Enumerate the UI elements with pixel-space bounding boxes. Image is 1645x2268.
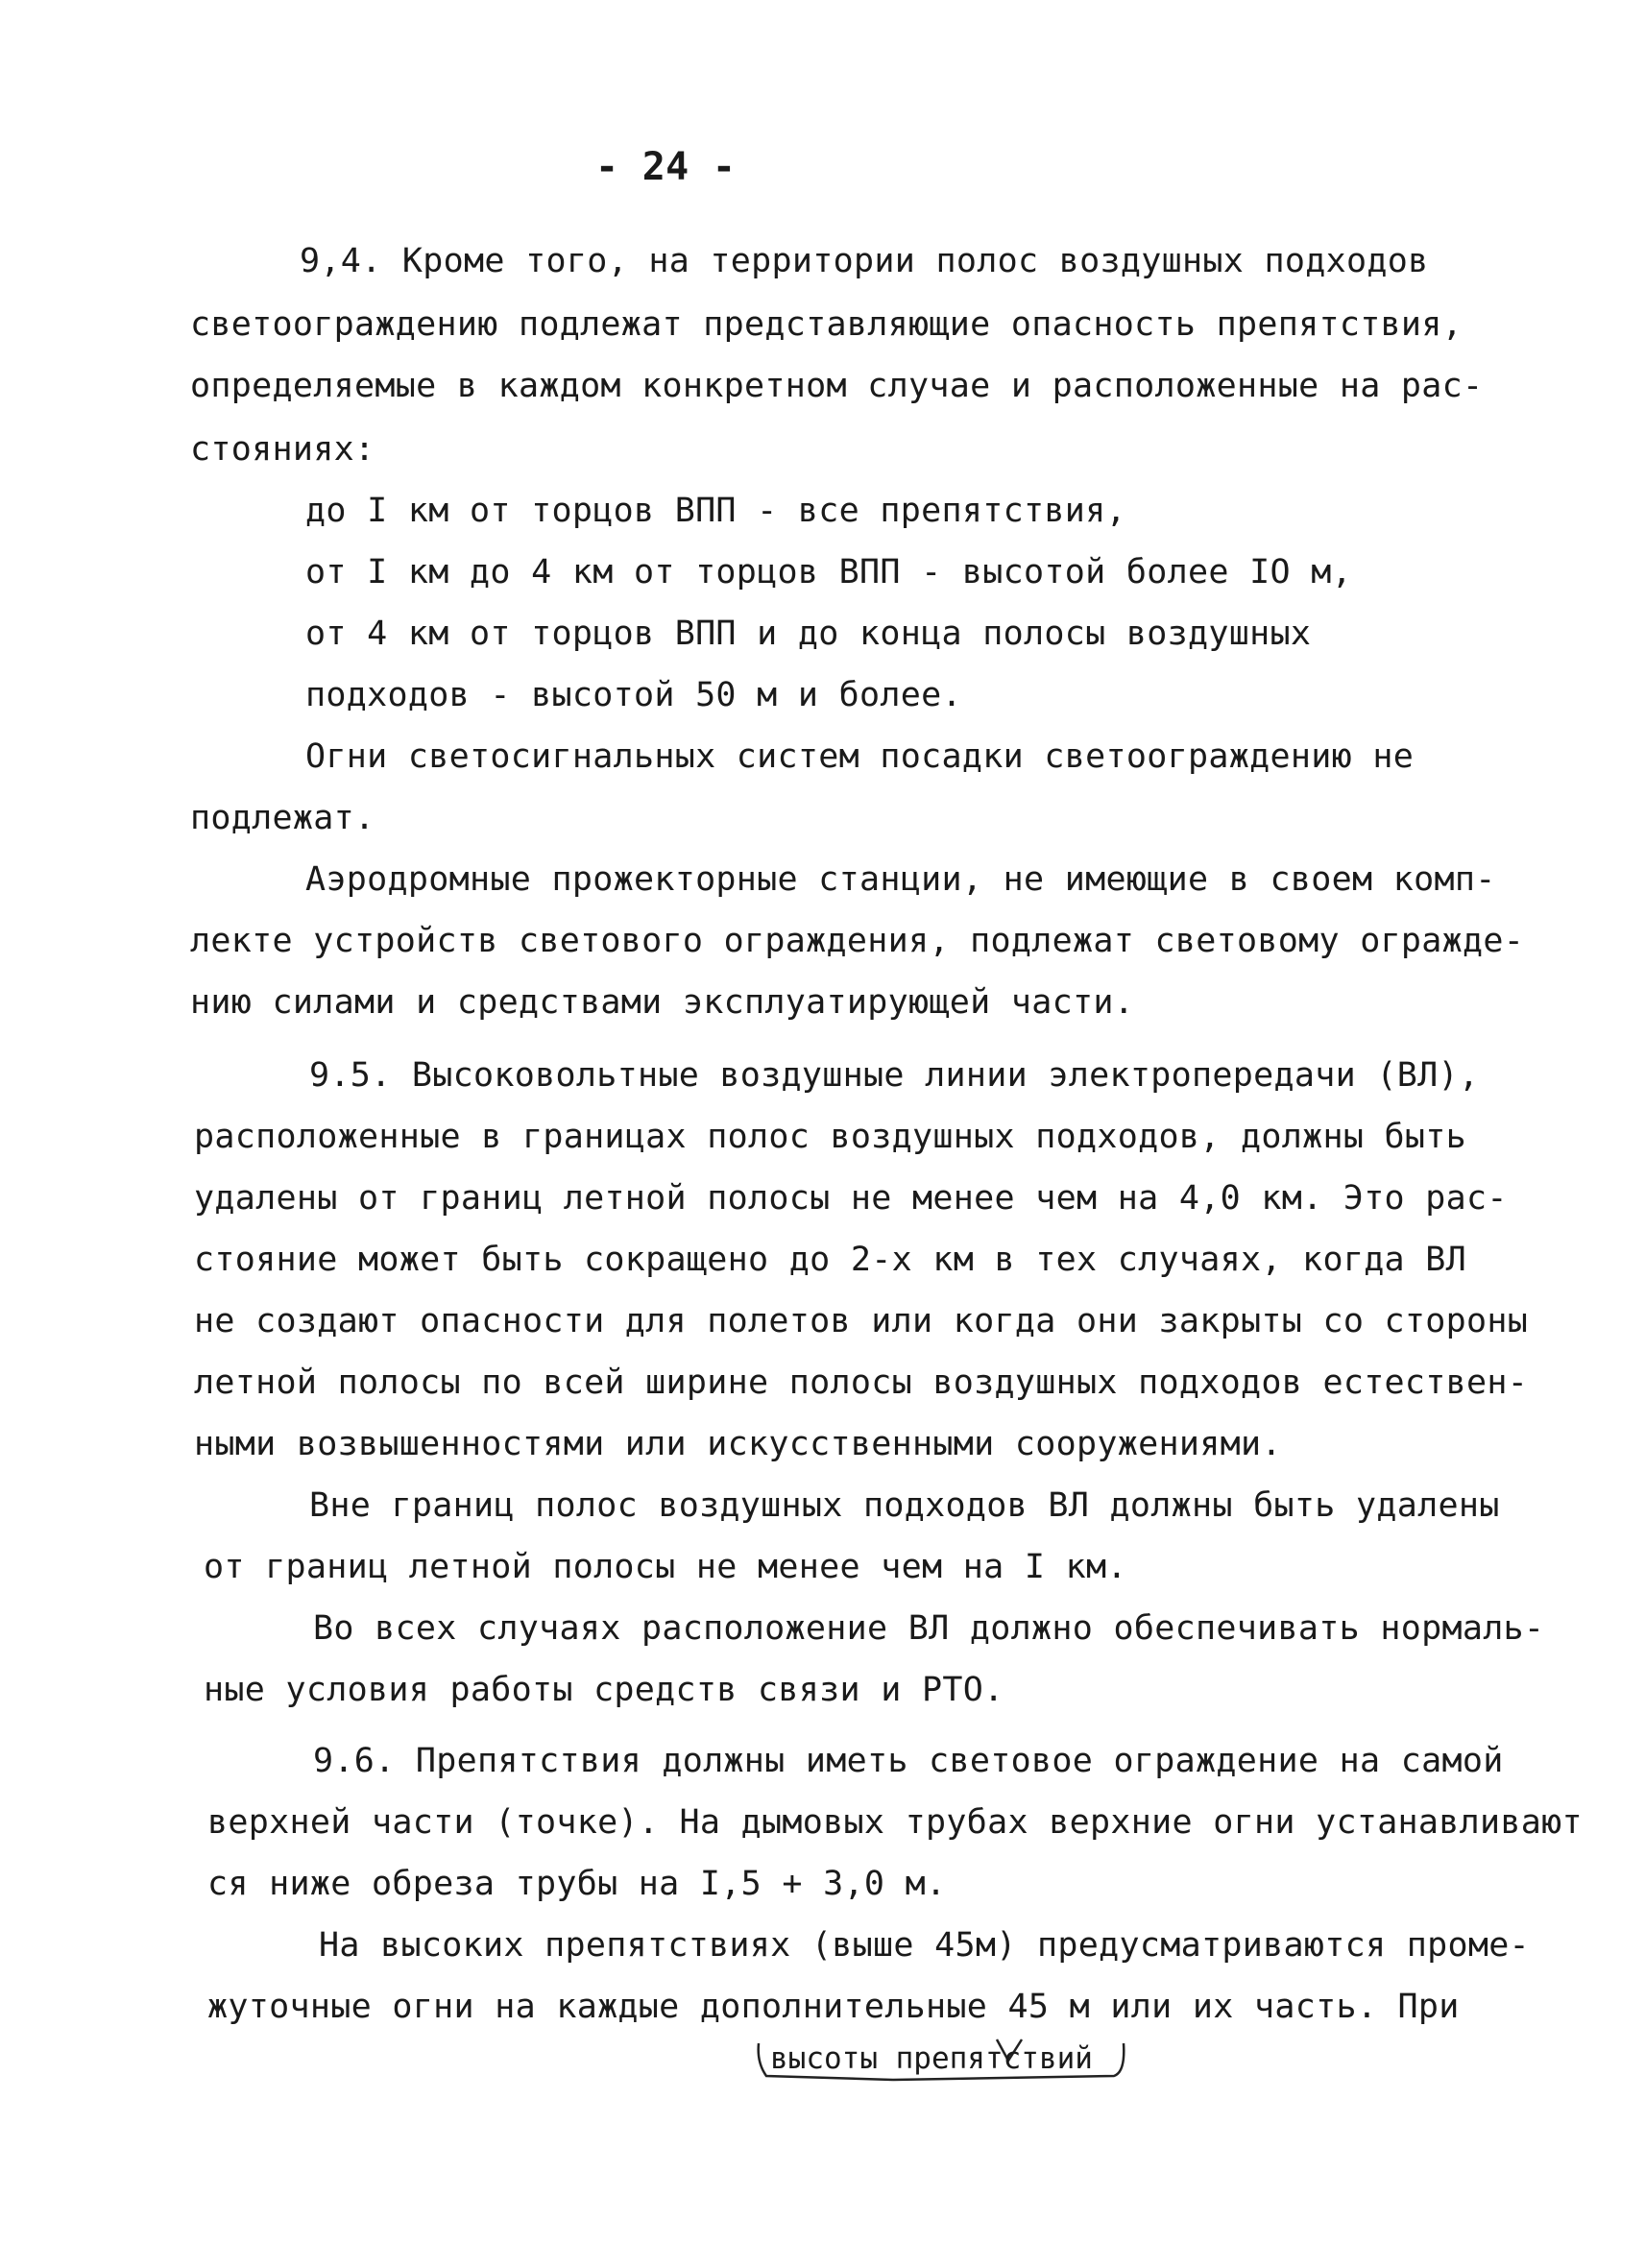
text-line-4: стояниях: xyxy=(190,430,375,469)
text-line-21: Вне границ полос воздушных подходов ВЛ должны быть удалены xyxy=(309,1486,1500,1525)
text-line-3: определяемые в каждом конкретном случае и расположенные на рас- xyxy=(190,367,1484,405)
text-line-7: от 4 км от торцов ВПП и до конца полосы воздушных xyxy=(305,615,1312,653)
text-line-27: ся ниже обреза трубы на I,5 + 3,0 м. xyxy=(207,1865,947,1903)
text-line-9: Огни светосигнальных систем посадки светоограждению не xyxy=(305,737,1415,776)
text-line-29: жуточные огни на каждые дополнительные 45 м или их часть. При xyxy=(207,1988,1460,2026)
text-line-1: 9,4. Кроме того, на территории полос воздушных подходов xyxy=(300,242,1429,280)
text-line-15: расположенные в границах полос воздушных подходов, должны быть xyxy=(194,1118,1467,1156)
text-line-2: светоограждению подлежат представляющие опасность препятствия, xyxy=(190,305,1464,344)
insertion-text: высоты препятствий xyxy=(770,2041,1093,2076)
text-line-12: лекте устройств светового ограждения, подлежат световому огражде- xyxy=(190,922,1525,960)
text-line-5: до I км от торцов ВПП - все препятствия, xyxy=(305,492,1126,530)
text-line-6: от I км до 4 км от торцов ВПП - высотой более IO м, xyxy=(305,553,1352,591)
text-line-28: На высоких препятствиях (выше 45м) предусматриваются проме- xyxy=(319,1926,1530,1965)
text-line-19: летной полосы по всей ширине полосы воздушных подходов естествен- xyxy=(194,1363,1529,1402)
page-number: - 24 - xyxy=(595,145,737,189)
text-line-23: Во всех случаях расположение ВЛ должно обеспечивать нормаль- xyxy=(313,1609,1545,1648)
text-line-22: от границ летной полосы не менее чем на I км. xyxy=(204,1548,1127,1586)
text-line-18: не создают опасности для полетов или когда они закрыты со стороны xyxy=(194,1302,1529,1340)
text-line-8: подходов - высотой 50 м и более. xyxy=(305,676,962,714)
text-line-14: 9.5. Высоковольтные воздушные линии электропередачи (ВЛ), xyxy=(309,1056,1480,1095)
text-line-25: 9.6. Препятствия должны иметь световое ограждение на самой xyxy=(313,1742,1504,1780)
text-line-13: нию силами и средствами эксплуатирующей части. xyxy=(190,983,1135,1022)
handwritten-insertion xyxy=(749,2034,1133,2091)
text-line-11: Аэродромные прожекторные станции, не имеющие в своем комп- xyxy=(305,860,1496,899)
text-line-20: ными возвышенностями или искусственными сооружениями. xyxy=(194,1425,1282,1463)
text-line-26: верхней части (точке). На дымовых трубах верхние огни устанавливают xyxy=(207,1803,1583,1842)
text-line-17: стояние может быть сокращено до 2-х км в тех случаях, когда ВЛ xyxy=(194,1241,1467,1279)
text-line-24: ные условия работы средств связи и РТО. xyxy=(204,1671,1004,1709)
text-line-16: удалены от границ летной полосы не менее чем на 4,0 км. Это рас- xyxy=(194,1179,1508,1218)
text-line-10: подлежат. xyxy=(190,799,375,837)
